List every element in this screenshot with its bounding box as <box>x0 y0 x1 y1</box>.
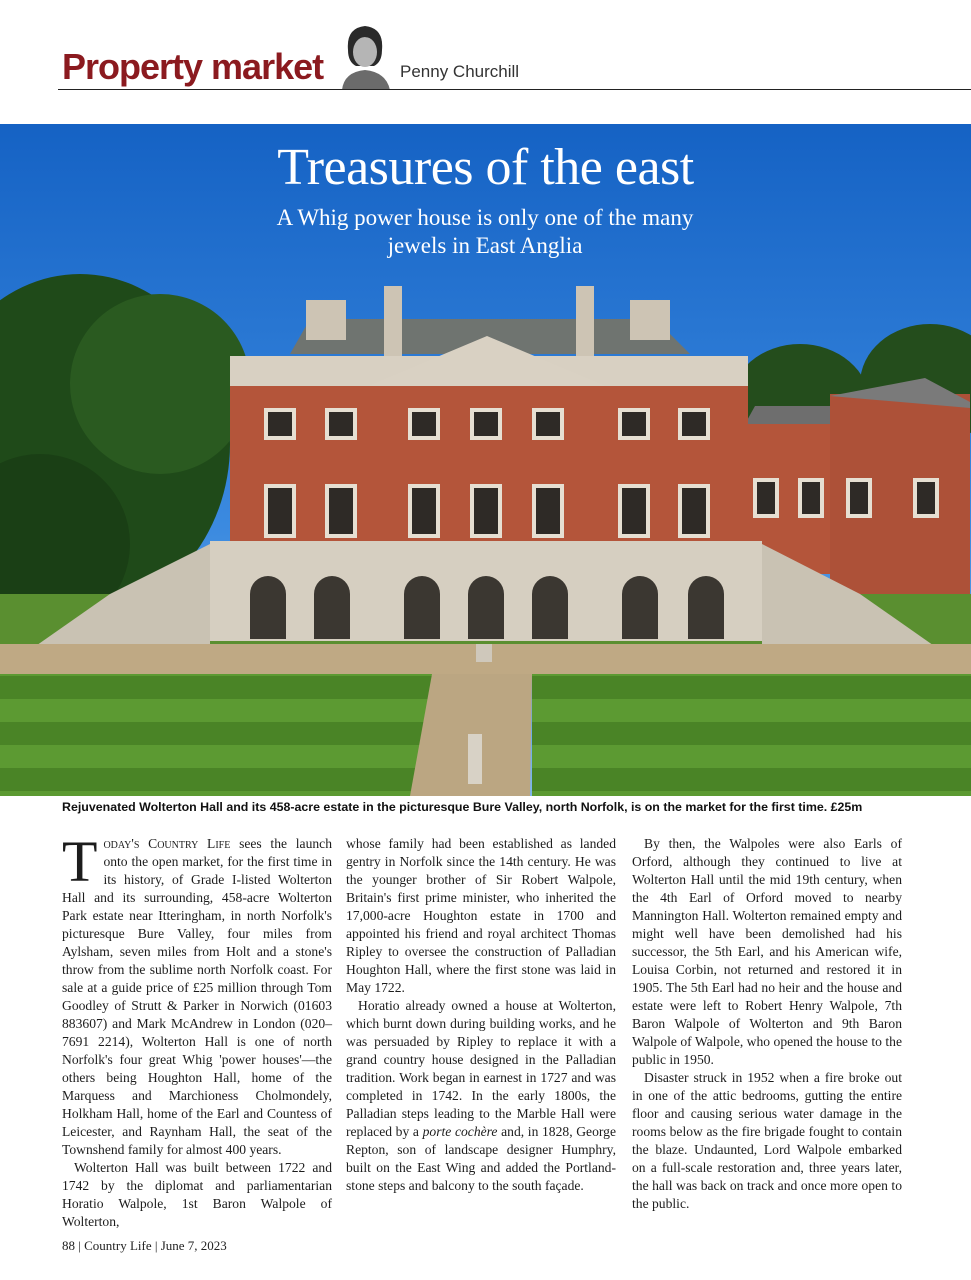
article-paragraph: By then, the Walpoles were also Earls of Orford, although they continued to live at Wolterton Hall until the mid 19th century, when the 4th Earl of Orford moved to nearby Mannington Hall. Wolterton remained empty and might well have been demolished had his successor, the 5th Earl, and his American wife, Louisa Corbin, not returned and restored it in 1905. The 5th Earl had no heir and the house and estate were left to Robert Henry Walpole, 7th Baron Walpole of Wolterton and 9th Baron Walpole of Walpole, who opened the house to the public in 1950. <box>632 836 902 1067</box>
article-paragraph: Wolterton Hall was built between 1722 and 1742 by the diplomat and parliamentarian Horatio Walpole, 1st Baron Walpole of Wolterton, <box>62 1160 332 1229</box>
article-column-1 <box>62 829 332 1231</box>
hero-title: Treasures of the east <box>277 139 694 196</box>
article-column-3 <box>632 835 902 1213</box>
article-column-2 <box>346 835 616 1195</box>
paragraph-text: Horatio already owned a house at Wolterton, which burnt down during building works, and he was persuaded by Ripley to replace it with a grand country house designed in the Palladian tradition. Work began in earnest in 1727 and was completed in 1742. In the early 1800s, the Palladian steps leading to the Marble Hall were replaced by a <box>346 998 616 1139</box>
paragraph-text: and, in 1828, George Repton, son of landscape designer Humphry, built on the East Wing and added the Portland-stone steps and balcony to the south façade. <box>346 1124 616 1193</box>
paragraph-text: sees the launch onto the open market, for the first time in its history, of Grade I-listed Wolterton Hall and its surrounding, 458-acre Wolterton Park estate near Itteringham, in north Norfolk's picturesque Bure Valley, four miles from Aylsham, seven miles from Holt and a stone's throw from the sublime north Norfolk coast. For sale at a guide price of £25 million through Tom Goodley of Strutt & Parker in Norwich (01603 883607) and Mark McAndrew in London (020–7691 2214), Wolterton Hall is one of north Norfolk's four great Whig 'power houses'—the others being Houghton Hall, home of the Marquess and Marchioness Cholmondely, Holkham Hall, home of the Earl and Countess of Leicester, and Raynham Hall, the seat of the Townshend family for almost 400 years. <box>62 836 332 1157</box>
header-rule <box>58 89 971 90</box>
author-portrait <box>334 20 396 90</box>
hero-photo <box>0 124 971 796</box>
article-paragraph <box>62 829 332 1159</box>
section-title: Property market <box>62 46 324 87</box>
hero-subtitle: A Whig power house is only one of the many jewels in East Anglia <box>276 205 694 258</box>
article-paragraph <box>346 997 616 1195</box>
italic-term: porte cochère <box>422 1124 498 1139</box>
drop-cap: T <box>62 829 98 894</box>
page-header <box>0 0 971 92</box>
photo-caption: Rejuvenated Wolterton Hall and its 458-acre estate in the picturesque Bure Valley, north Norfolk, is on the market for the first time. £25m <box>62 800 863 814</box>
article-paragraph: Disaster struck in 1952 when a fire broke out in one of the attic bedrooms, gutting the entire floor and causing serious water damage in the rooms below as the fire brigade fought to contain the blaze. Undaunted, Lord Walpole embarked on a full-scale restoration and, three years later, the hall was back on track and once more open to the public. <box>632 1070 902 1211</box>
author-name: Penny Churchill <box>400 62 520 81</box>
page-footer: 88 | Country Life | June 7, 2023 <box>62 1238 227 1253</box>
lead-in: oday's Country Life <box>103 836 231 851</box>
article-paragraph: whose family had been established as landed gentry in Norfolk since the 14th century. He was the younger brother of Sir Robert Walpole, Britain's first prime minister, who inherited the 17,000-acre Houghton estate in 1700 and appointed his friend and royal architect Thomas Ripley to oversee the construction of Palladian Houghton Hall, where the first stone was laid in May 1722. <box>346 836 616 995</box>
